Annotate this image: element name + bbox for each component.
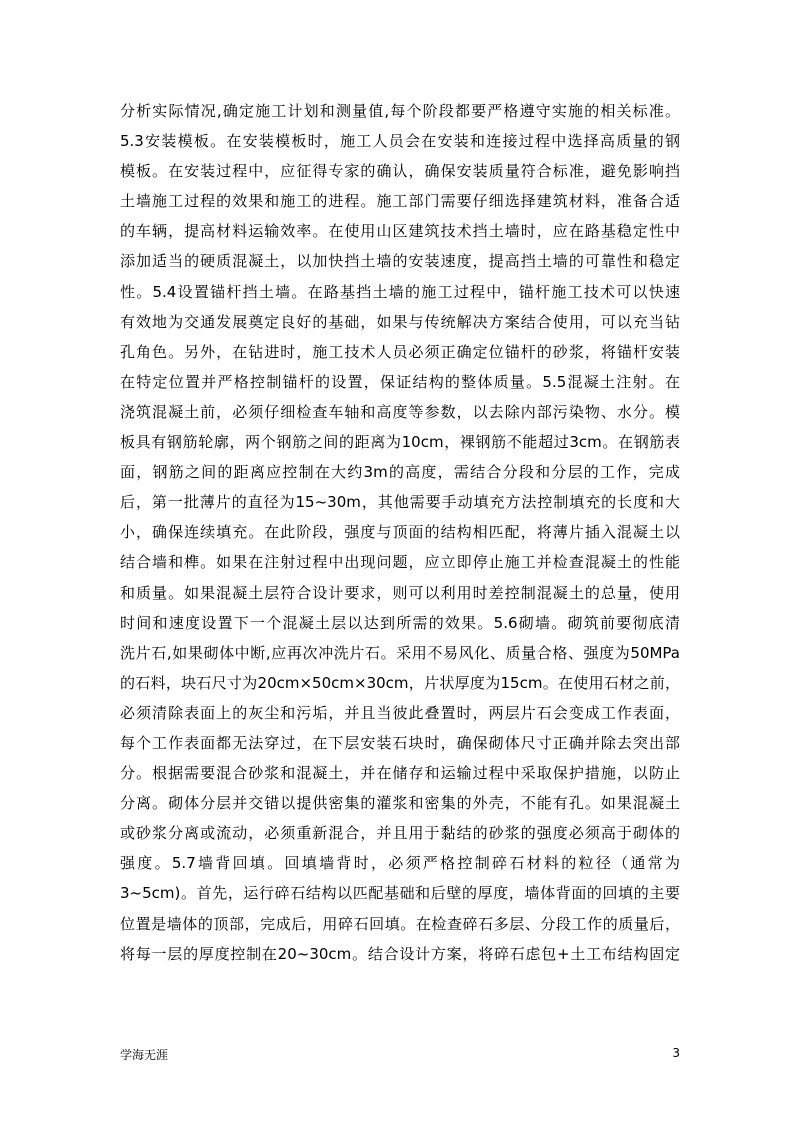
footer-motto: 学海无涯 bbox=[120, 1048, 169, 1062]
text-line: 结合墙和榫。如果在注射过程中出现问题，应立即停止施工并检查混凝土的性能 bbox=[120, 553, 680, 572]
text-line: 小，确保连续填充。在此阶段，强度与顶面的结构相匹配，将薄片插入混凝土以 bbox=[120, 523, 680, 542]
text-line: 性。5.4设置锚杆挡土墙。在路基挡土墙的施工过程中，锚杆施工技术可以快速 bbox=[120, 282, 680, 301]
text-line: 孔角色。另外，在钻进时，施工技术人员必须正确定位锚杆的砂浆，将锚杆安装 bbox=[120, 342, 680, 361]
text-line: 模板。在安装过程中，应征得专家的确认，确保安装质量符合标准，避免影响挡 bbox=[120, 162, 680, 181]
text-line: 有效地为交通发展奠定良好的基础，如果与传统解决方案结合使用，可以充当钻 bbox=[120, 312, 680, 331]
text-line: 洗片石,如果砌体中断,应再次冲洗片石。采用不易风化、质量合格、强度为50MPa bbox=[120, 643, 680, 662]
text-line: 添加适当的硬质混凝土，以加快挡土墙的安装速度，提高挡土墙的可靠性和稳定 bbox=[120, 252, 680, 271]
text-line: 必须清除表面上的灰尘和污垢，并且当彼此叠置时，两层片石会变成工作表面， bbox=[120, 703, 680, 722]
text-line: 后，第一批薄片的直径为15~30m，其他需要手动填充方法控制填充的长度和大 bbox=[120, 493, 680, 512]
text-line: 或砂浆分离或流动，必须重新混合，并且用于黏结的砂浆的强度必须高于砌体的 bbox=[120, 824, 680, 843]
text-line: 3~5cm)。首先，运行碎石结构以匹配基础和后壁的厚度，墙体背面的回填的主要 bbox=[120, 884, 680, 903]
text-line: 和质量。如果混凝土层符合设计要求，则可以利用时差控制混凝土的总量，使用 bbox=[120, 583, 680, 602]
text-line: 的石料，块石尺寸为20cm×50cm×30cm，片状厚度为15cm。在使用石材之前， bbox=[120, 673, 680, 692]
page-number: 3 bbox=[672, 1046, 680, 1060]
text-line: 在特定位置并严格控制锚杆的设置，保证结构的整体质量。5.5混凝土注射。在 bbox=[120, 372, 680, 391]
text-line: 时间和速度设置下一个混凝土层以达到所需的效果。5.6砌墙。砌筑前要彻底清 bbox=[120, 613, 680, 632]
text-line: 板具有钢筋轮廓，两个钢筋之间的距离为10cm，裸钢筋不能超过3cm。在钢筋表 bbox=[120, 433, 680, 452]
text-line: 分。根据需要混合砂浆和混凝土，并在储存和运输过程中采取保护措施，以防止 bbox=[120, 764, 680, 783]
text-line: 将每一层的厚度控制在20~30cm。结合设计方案，将碎石虑包+土工布结构固定 bbox=[120, 944, 680, 963]
text-line: 浇筑混凝土前，必须仔细检查车轴和高度等参数，以去除内部污染物、水分。模 bbox=[120, 402, 680, 421]
text-line: 每个工作表面都无法穿过，在下层安装石块时，确保砌体尺寸正确并除去突出部 bbox=[120, 733, 680, 752]
text-line: 分离。砌体分层并交错以提供密集的灌浆和密集的外壳，不能有孔。如果混凝土 bbox=[120, 794, 680, 813]
text-line: 5.3安装模板。在安装模板时，施工人员会在安装和连接过程中选择高质量的钢 bbox=[120, 132, 680, 151]
text-line: 土墙施工过程的效果和施工的进程。施工部门需要仔细选择建筑材料，准备合适 bbox=[120, 192, 680, 211]
text-line: 的车辆，提高材料运输效率。在使用山区建筑技术挡土墙时，应在路基稳定性中 bbox=[120, 222, 680, 241]
text-line: 位置是墙体的顶部，完成后，用碎石回填。在检查碎石多层、分段工作的质量后， bbox=[120, 914, 680, 933]
body-text bbox=[120, 96, 680, 969]
text-line: 分析实际情况,确定施工计划和测量值,每个阶段都要严格遵守实施的相关标准。 bbox=[120, 102, 680, 120]
text-line: 强度。5.7墙背回填。回填墙背时，必须严格控制碎石材料的粒径（通常为 bbox=[120, 854, 680, 873]
text-line: 面，钢筋之间的距离应控制在大约3m的高度，需结合分段和分层的工作，完成 bbox=[120, 463, 680, 482]
